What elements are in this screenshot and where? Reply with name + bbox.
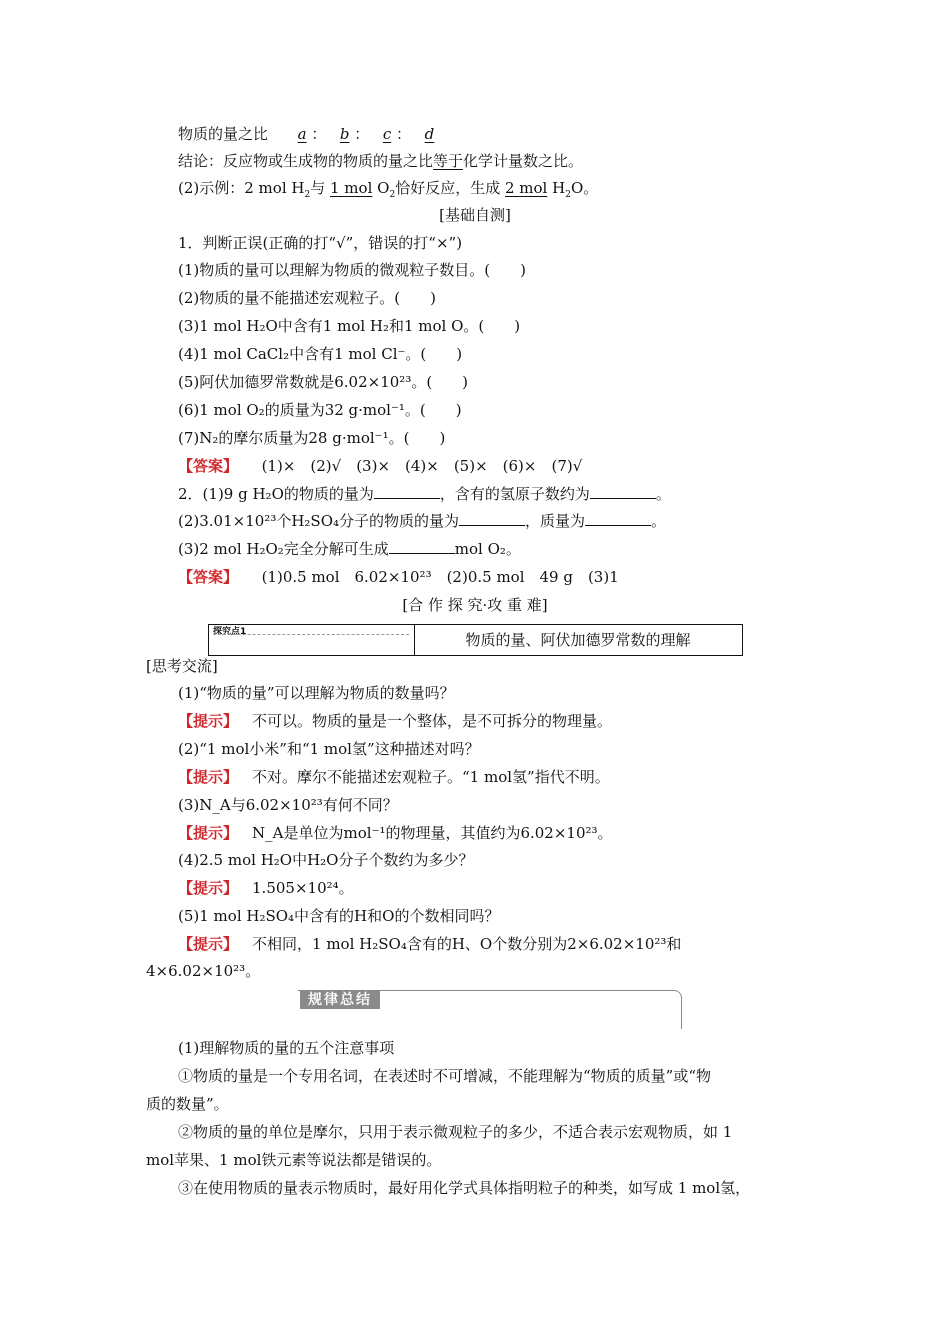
rules-paragraph: mol苹果、1 mol铁元素等说法都是错误的。 [146,1151,442,1169]
ratio-d: d [424,125,435,143]
example-answer2: 2 mol [504,179,548,197]
q2-line3 [178,539,521,559]
q2-text: (2)3.01×10²³个H₂SO₄分子的物质的量为 [178,512,460,530]
q2-text: ，含有的氢原子数约为 [439,485,590,503]
rules-paragraph: ②物质的量的单位是摩尔，只用于表示微观粒子的多少，不适合表示宏观物质，如 1 [178,1123,733,1141]
q2-answer-line [178,567,619,587]
example-line: (2)示例：2 mol $H_2$与 1 mol $O_2$恰好反应，生成 2 mol $H_2O$。 [178,179,599,200]
q2-line2 [178,511,666,531]
hint-label: 【提示】 [178,824,239,842]
answer-blank[interactable] [374,484,440,499]
example-mid2: 恰好反应，生成 [395,179,501,197]
q1-item: (7)N₂的摩尔质量为28 g·mol⁻¹。( ) [178,429,446,447]
conclusion-suffix: 化学计量数之比。 [463,152,584,170]
example-mid1: 与 [310,179,326,197]
q1-title: 1．判断正误(正确的打“√”，错误的打“×”) [178,234,463,252]
rules-paragraph: ③在使用物质的量表示物质时，最好用化学式具体指明粒子的种类，如写成 1 mol氢， [178,1179,751,1197]
conclusion-prefix: 结论：反应物或生成物的物质的量之比 [178,152,434,170]
explore-tag: 探究点1 [213,627,247,637]
rules-title: (1)理解物质的量的五个注意事项 [178,1039,395,1057]
q2-text: (3)2 mol H₂O₂完全分解可生成 [178,540,389,558]
answer-blank[interactable] [389,539,455,554]
ratio-label: 物质的量之比 [178,125,269,143]
q1-answer: (1)× (2)√ (3)× (4)× (5)× (6)× (7)√ [261,457,583,475]
q1-answer-line [178,456,582,476]
qa-question: (5)1 mol H₂SO₄中含有的H和O的个数相同吗？ [178,907,500,925]
section-title-basic: [基础自测] [439,206,511,224]
q1-item: (2)物质的量不能描述宏观粒子。( ) [178,289,436,307]
qa-answer: 不对。摩尔不能描述宏观粒子。“1 mol氢”指代不明。 [252,768,610,786]
q2-text: 2．(1)9 g H₂O的物质的量为 [178,485,374,503]
qa-answer: 1.505×10²⁴。 [252,879,354,897]
ratio-sep: ： [354,125,370,143]
answer-blank[interactable] [585,511,651,526]
qa-answer-cont: 4×6.02×10²³。 [146,962,261,980]
example-tail: H [547,179,566,197]
qa-question: (1)“物质的量”可以理解为物质的数量吗？ [178,684,455,702]
qa-hint-line [178,878,354,898]
ratio-b: b [339,125,350,143]
qa-answer: 不相同，1 mol H₂SO₄含有的H、O个数分别为2×6.02×10²³和 [252,935,682,953]
answer-blank[interactable] [590,484,656,499]
q2-text: mol O₂。 [454,540,521,558]
qa-question: (3)N_A与6.02×10²³有何不同？ [178,796,398,814]
example-answer1: 1 mol [330,179,373,197]
explore-tag-rule [213,634,409,635]
qa-hint-line [178,767,610,787]
example-o2: O [372,179,390,197]
q1-item: (5)阿伏加德罗常数就是6.02×10²³。( ) [178,373,469,391]
q2-text: 。 [651,512,667,530]
ratio-sep: ： [311,125,327,143]
q1-item: (3)1 mol H₂O中含有1 mol H₂和1 mol O。( ) [178,317,521,335]
answer-label: 【答案】 [178,457,239,475]
q2-text: 。 [655,485,671,503]
qa-question: (2)“1 mol小米”和“1 mol氢”这种描述对吗？ [178,740,480,758]
hint-label: 【提示】 [178,768,239,786]
hint-label: 【提示】 [178,935,239,953]
rules-paragraph: ①物质的量是一个专用名词，在表述时不可增减，不能理解为“物质的质量”或“物 [178,1067,712,1085]
hint-label: 【提示】 [178,712,239,730]
rules-paragraph: 质的数量”。 [146,1095,229,1113]
qa-hint-line [178,711,612,731]
q2-text: ，质量为 [525,512,586,530]
conclusion-line [178,151,583,171]
explore-title: 物质的量、阿伏加德罗常数的理解 [465,631,691,649]
answer-blank[interactable] [459,511,525,526]
ratio-c: c [382,125,392,143]
ratio-line [178,124,434,144]
qa-question: (4)2.5 mol H₂O中H₂O分子个数约为多少？ [178,851,474,869]
think-title: [思考交流] [146,657,218,675]
qa-answer: N_A是单位为mol⁻¹的物理量，其值约为6.02×10²³。 [252,824,613,842]
answer-label: 【答案】 [178,568,239,586]
conclusion-keyword: 等于 [433,152,464,170]
q2-answer: (1)0.5 mol 6.02×10²³ (2)0.5 mol 49 g (3)1 [261,568,619,586]
ratio-sep: ： [396,125,412,143]
rule-tab: 规律总结 [300,991,380,1009]
example-end: O。 [570,179,599,197]
q1-item: (1)物质的量可以理解为物质的微观粒子数目。( ) [178,261,526,279]
qa-hint-line [178,823,613,843]
section-title-explore: [合 作 探 究·攻 重 难] [402,596,548,614]
q1-item: (6)1 mol O₂的质量为32 g·mol⁻¹。( ) [178,401,462,419]
q1-item: (4)1 mol CaCl₂中含有1 mol Cl⁻。( ) [178,345,463,363]
explore-box [208,624,743,656]
example-prefix: (2)示例：2 mol H [178,179,305,197]
qa-hint-line [178,934,681,954]
qa-answer: 不可以。物质的量是一个整体，是不可拆分的物理量。 [252,712,613,730]
q2-line1 [178,484,671,504]
hint-label: 【提示】 [178,879,239,897]
ratio-a: a [297,125,307,143]
